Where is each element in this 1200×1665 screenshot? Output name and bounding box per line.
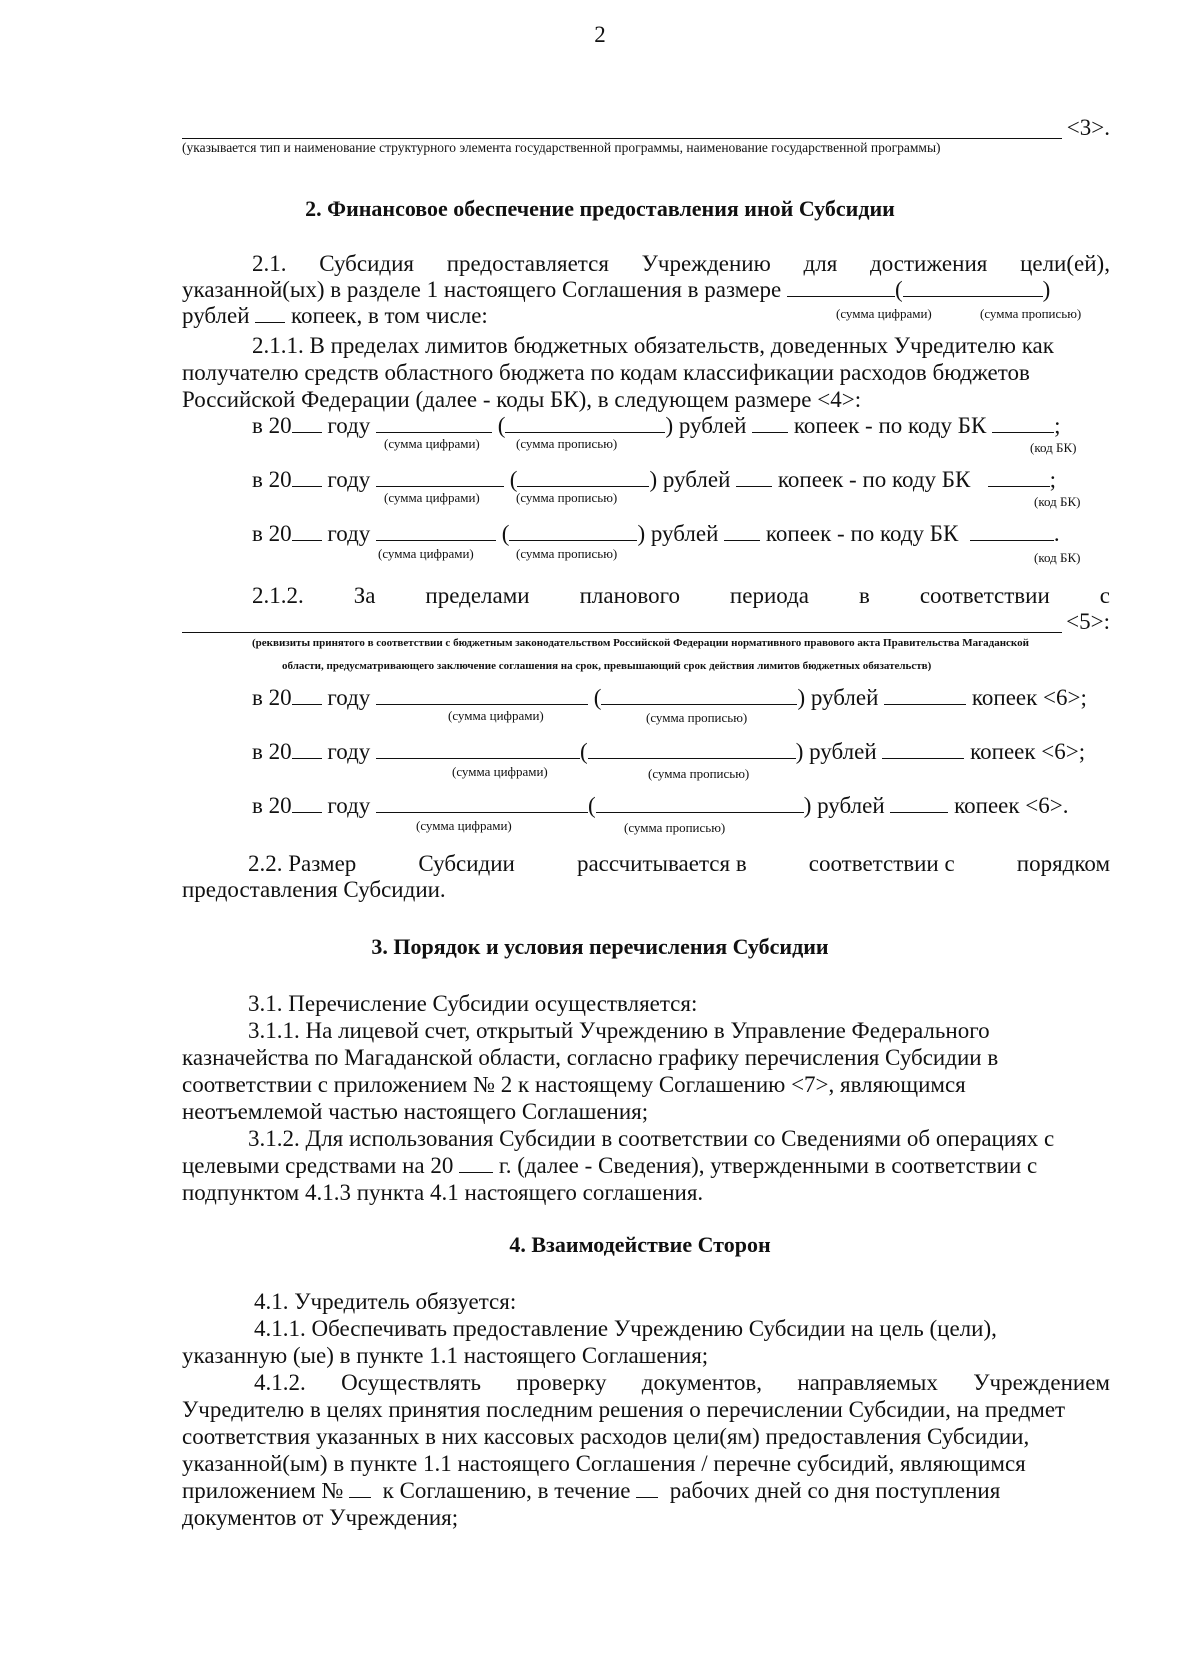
p22-line1: 2.2. Размер Субсидии рассчитывается в соответствии с порядком bbox=[248, 851, 1110, 876]
plan1-caption-digits: (сумма цифрами) bbox=[448, 708, 544, 723]
plan2-caption-words: (сумма прописью) bbox=[648, 766, 750, 781]
p412-line5: приложением № к Соглашению, в течение рабочих дней со дня поступления bbox=[182, 1478, 1001, 1503]
row1-caption-words: (сумма прописью) bbox=[516, 436, 618, 451]
plan3-caption-words: (сумма прописью) bbox=[624, 820, 726, 835]
p212-caption-1: (реквизиты принятого в соответствии с бюджетным законодательством Российской Федерации нормативного правового акта Правительства Магаданской bbox=[252, 637, 1029, 649]
p21-line1: 2.1. Субсидия предоставляется Учреждению для достижения цели(ей), bbox=[252, 251, 1110, 276]
section-4-title: 4. Взаимодействие Сторон bbox=[509, 1232, 771, 1257]
plan-row-1: в 20 году ( ) рублей копеек <6>; bbox=[252, 685, 1087, 710]
p211-line2: получателю средств областного бюджета по кодам классификации расходов бюджетов bbox=[182, 360, 1030, 385]
plan-row-2: в 20 году ( ) рублей копеек <6>; bbox=[252, 739, 1086, 764]
p211-line1: 2.1.1. В пределах лимитов бюджетных обязательств, доведенных Учредителю как bbox=[252, 333, 1054, 358]
p412-line1: 4.1.2. Осуществлять проверку документов, направляемых Учреждением bbox=[254, 1370, 1110, 1395]
p412-line4: указанной(ым) в пункте 1.1 настоящего Соглашения / перечне субсидий, являющимся bbox=[182, 1451, 1026, 1476]
p412-line2: Учредителю в целях принятия последним решения о перечислении Субсидии, на предмет bbox=[182, 1397, 1066, 1422]
p22-line2: предоставления Субсидии. bbox=[182, 877, 446, 902]
row1-caption-digits: (сумма цифрами) bbox=[384, 436, 480, 451]
section-3-title: 3. Порядок и условия перечисления Субсидии bbox=[371, 934, 829, 959]
p411-line1: 4.1.1. Обеспечивать предоставление Учреждению Субсидии на цель (цели), bbox=[254, 1316, 997, 1341]
p31-line: 3.1. Перечисление Субсидии осуществляется: bbox=[248, 991, 698, 1016]
p21-line3: рублей копеек, в том числе: bbox=[182, 303, 488, 328]
kbk-row-2: в 20 году ( ) рублей копеек - по коду БК ; bbox=[252, 467, 1056, 492]
p212-caption-2: области, предусматривающего заключение соглашения на срок, превышающий срок действия лимитов бюджетных обязательств) bbox=[282, 660, 932, 672]
p21-line2: указанной(ых) в разделе 1 настоящего Соглашения в размере ( ) bbox=[182, 277, 1051, 302]
caption-words: (сумма прописью) bbox=[980, 306, 1082, 321]
p311-line4: неотъемлемой частью настоящего Соглашения; bbox=[182, 1099, 649, 1124]
p312-line2: целевыми средствами на 20 г. (далее - Сведения), утвержденными в соответствии с bbox=[182, 1153, 1038, 1178]
row3-caption-kbk: (код БК) bbox=[1034, 550, 1081, 565]
p211-line3: Российской Федерации (далее - коды БК), в следующем размере <4>: bbox=[182, 387, 862, 412]
row3-caption-words: (сумма прописью) bbox=[516, 546, 618, 561]
p412-line6: документов от Учреждения; bbox=[182, 1505, 459, 1530]
row3-caption-digits: (сумма цифрами) bbox=[378, 546, 474, 561]
p411-line2: указанную (ые) в пункте 1.1 настоящего Соглашения; bbox=[182, 1343, 709, 1368]
page-number: 2 bbox=[594, 22, 606, 47]
row2-caption-words: (сумма прописью) bbox=[516, 490, 618, 505]
p311-line1: 3.1.1. На лицевой счет, открытый Учреждению в Управление Федерального bbox=[248, 1018, 990, 1043]
plan2-caption-digits: (сумма цифрами) bbox=[452, 764, 548, 779]
p312-line1: 3.1.2. Для использования Субсидии в соответствии со Сведениями об операциях с bbox=[248, 1126, 1055, 1151]
row1-caption-kbk: (код БК) bbox=[1030, 440, 1077, 455]
kbk-row-3: в 20 году ( ) рублей копеек - по коду БК . bbox=[252, 521, 1060, 546]
p311-line2: казначейства по Магаданской области, согласно графику перечисления Субсидии в bbox=[182, 1045, 999, 1070]
row2-caption-kbk: (код БК) bbox=[1034, 494, 1081, 509]
p212-line1: 2.1.2. За пределами планового периода в соответствии с bbox=[252, 583, 1110, 608]
plan-row-3: в 20 году ( ) рублей копеек <6>. bbox=[252, 793, 1069, 818]
plan3-caption-digits: (сумма цифрами) bbox=[416, 818, 512, 833]
header-ref: <3>. bbox=[1066, 115, 1110, 140]
p212-ref: <5>: bbox=[1066, 609, 1110, 634]
p412-line3: соответствия указанных в них кассовых расходов цели(ям) предоставления Субсидии, bbox=[182, 1424, 1030, 1449]
caption-digits: (сумма цифрами) bbox=[836, 306, 932, 321]
p311-line3: соответствии с приложением № 2 к настоящему Соглашению <7>, являющимся bbox=[182, 1072, 966, 1097]
plan1-caption-words: (сумма прописью) bbox=[646, 710, 748, 725]
p41-line: 4.1. Учредитель обязуется: bbox=[254, 1289, 517, 1314]
section-2-title: 2. Финансовое обеспечение предоставления иной Субсидии bbox=[305, 196, 895, 221]
header-caption: (указывается тип и наименование структурного элемента государственной программы, наименование государственной программы) bbox=[182, 140, 941, 155]
kbk-row-1: в 20 году ( ) рублей копеек - по коду БК ; bbox=[252, 413, 1061, 438]
p312-line3: подпунктом 4.1.3 пункта 4.1 настоящего соглашения. bbox=[182, 1180, 704, 1205]
row2-caption-digits: (сумма цифрами) bbox=[384, 490, 480, 505]
